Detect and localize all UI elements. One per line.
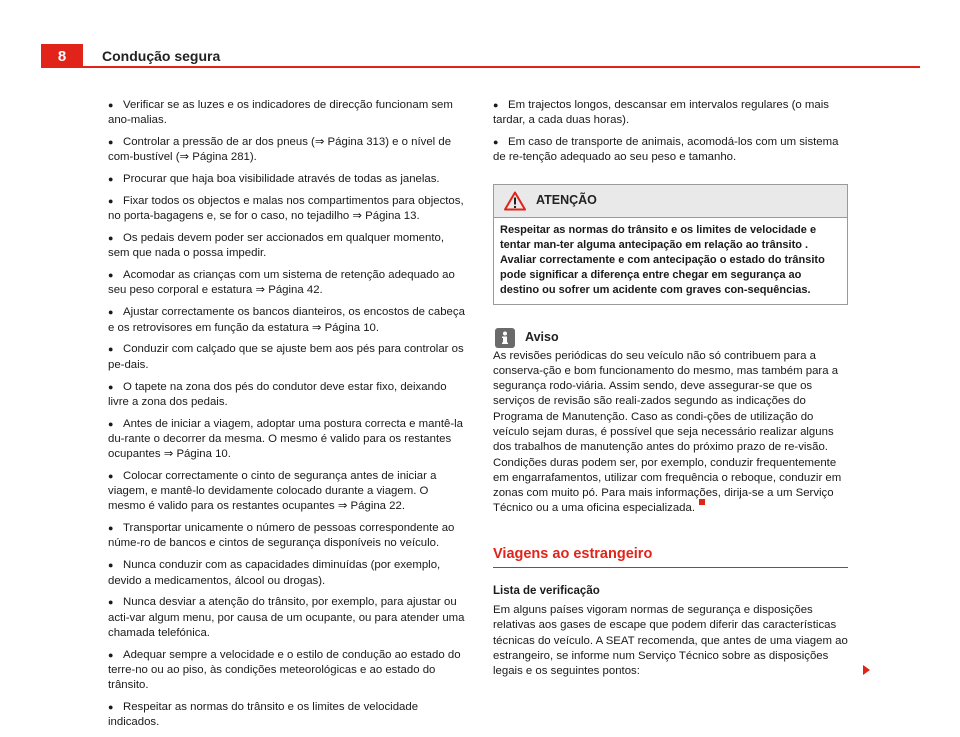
warning-title: ATENÇÃO (536, 192, 597, 207)
note-text-block (493, 349, 848, 517)
page-number: 8 (41, 44, 83, 68)
list-item: ● Transportar unicamente o número de pessoas correspondente ao núme-ro de bancos e cintos de segurança disponíveis no veículo. (108, 522, 455, 550)
subheading: Lista de verificação (493, 584, 600, 597)
bullet-icon: ● (108, 270, 114, 281)
bullet-icon: ● (108, 418, 114, 429)
bullet-icon: ● (108, 174, 114, 185)
list-item: ● Ajustar correctamente os bancos dianteiros, os encostos de cabeça e os retrovisores em função da estatura ⇒ Página 10. (108, 306, 465, 334)
bullet-icon: ● (108, 597, 114, 608)
list-item: ● O tapete na zona dos pés do condutor deve estar fixo, deixando livre a zona dos pedais. (108, 380, 447, 408)
warning-text: Respeitar as normas do trânsito e os limites de velocidade e tentar man-ter alguma antecipação em relação ao trânsito . Avaliar correctamente e com antecipação o estado do trânsito pode significar a diferença entre chegar em segurança ao destino ou sofrer um acidente com graves con-sequências. (500, 223, 825, 297)
list-item: ● Nunca conduzir com as capacidades diminuídas (por exemplo, devido a medicamentos, álcool ou drogas). (108, 559, 441, 587)
section-end-marker-icon (699, 499, 705, 505)
bullet-icon: ● (493, 100, 499, 110)
bullet-icon: ● (108, 523, 114, 534)
list-item: ● Em trajectos longos, descansar em intervalos regulares (o mais tardar, a cada duas horas). (493, 99, 829, 127)
note-title: Aviso (525, 329, 559, 344)
note-header (493, 327, 848, 349)
bullet-icon: ● (108, 137, 114, 148)
list-item: ● Respeitar as normas do trânsito e os limites de velocidade indicados. (108, 701, 419, 729)
list-item: ● Colocar correctamente o cinto de segurança antes de iniciar a viagem, e mantê-lo devidamente colocado durante a viagem. O mesmo é valido para os restantes ocupantes ⇒ Página 22. (108, 469, 437, 513)
bullet-icon: ● (108, 381, 114, 392)
section-body-block (493, 603, 848, 679)
bullet-icon: ● (108, 344, 114, 355)
list-item: ● Fixar todos os objectos e malas nos compartimentos para objectos, no porta-bagagens e, se for o caso, no tejadilho ⇒ Página 13. (108, 195, 464, 223)
list-item: ● Adequar sempre a velocidade e o estilo de condução ao estado do terre-no ou ao piso, às condições meteorológicas e ao estado do trânsito. (108, 648, 461, 692)
list-item: ● Os pedais devem poder ser accionados em qualquer momento, sem que nada o possa impedir. (108, 232, 445, 260)
bullet-icon: ● (108, 470, 114, 481)
section-body: Em alguns países vigoram normas de segurança e disposições relativas aos gases de escape que podem diferir das características técnicas do veículo. A SEAT recomenda, que antes de uma viagem ao estrangeiro, se informe num Serviço Técnico sobre as disposições legais e os seguintes pontos: (493, 604, 848, 678)
header-rule (83, 66, 920, 68)
bullet-icon: ● (108, 702, 114, 713)
continue-arrow-icon (863, 665, 870, 675)
bullet-icon: ● (108, 560, 114, 571)
list-item: ● Acomodar as crianças com um sistema de retenção adequado ao seu peso corporal e estatura ⇒ Página 42. (108, 269, 455, 297)
warning-triangle-icon (504, 191, 526, 211)
list-item: ● Nunca desviar a atenção do trânsito, por exemplo, para ajustar ou acti-var algum menu, por causa de um ocupante, ou para atender uma chamada telefónica. (108, 596, 465, 639)
info-note-icon (495, 328, 515, 348)
section-title: Viagens ao estrangeiro (493, 547, 848, 568)
bullet-icon: ● (108, 196, 114, 207)
list-item: ● Controlar a pressão de ar dos pneus (⇒ Página 313) e o nível de com-bustível (⇒ Página 281). (108, 136, 452, 164)
page-header-title: Condução segura (102, 48, 221, 64)
bullet-icon: ● (108, 233, 114, 244)
warning-header (494, 185, 847, 218)
list-item: ● Verificar se as luzes e os indicadores de direcção funcionam sem ano-malias. (108, 99, 453, 127)
list-item: ● Em caso de transporte de animais, acomodá-los com um sistema de re-tenção adequado ao seu peso e tamanho. (493, 136, 839, 164)
warning-box (493, 184, 848, 305)
list-item: ● Conduzir com calçado que se ajuste bem aos pés para controlar os pe-dais. (108, 343, 464, 371)
bullet-icon: ● (108, 649, 114, 660)
list-item: ● Procurar que haja boa visibilidade através de todas as janelas. (108, 172, 466, 187)
note-text: As revisões periódicas do seu veículo não só contribuem para a conserva-ção e bom funcionamento do mesmo, mas também para a segurança rodo-viária. Assim sendo, deve assegurar-se que os serviços de revisão são reali-zados segundo as indicações do Programa de Manutenção. Caso as condi-ções de utilização do veículo sejam duras, é possível que seja necessário realizar alguns dos trabalhos de manutenção antes do próximo prazo de re-visão. Condições duras podem ser, por exemplo, conduzir frequentemente em engarrafamentos, utilizar com frequência o reboque, conduzir em zonas com muito pó. Para mais informações, dirija-se a um Serviço Técnico ou a uma oficina especializada. (493, 349, 842, 515)
bullet-icon: ● (108, 100, 114, 110)
right-column (493, 98, 848, 680)
bullet-icon: ● (108, 307, 114, 318)
left-column (108, 98, 466, 737)
bullet-icon: ● (493, 137, 499, 148)
list-item: ● Antes de iniciar a viagem, adoptar uma postura correcta e mantê-la du-rante o decorrer da mesma. O mesmo é valido para os restantes ocupantes ⇒ Página 10. (108, 417, 463, 461)
